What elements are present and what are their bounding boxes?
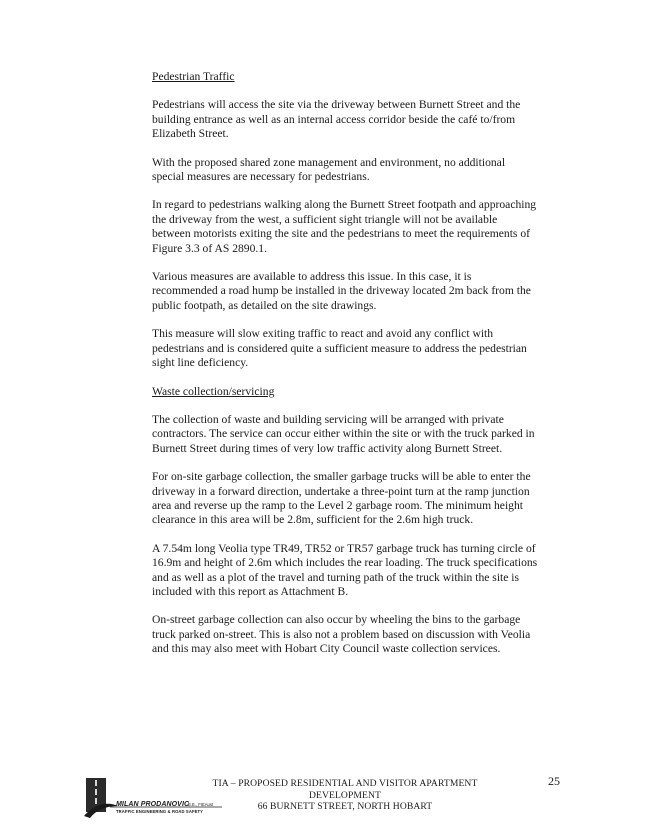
paragraph: This measure will slow exiting traffic to react and avoid any conflict with pedestrians and is considered quite a sufficient measure to address the pedestrian sight line deficiency. — [152, 327, 527, 370]
logo-tagline: TRAFFIC ENGINEERING & ROAD SAFETY — [116, 809, 204, 814]
paragraph: Pedestrians will access the site via the driveway between Burnett Street and the building entrance as well as an internal access corridor beside the café to/from Elizabeth Street. — [152, 98, 521, 141]
logo-name: MILAN PRODANOVIC — [116, 801, 190, 808]
page-content — [152, 70, 538, 671]
paragraph: The collection of waste and building servicing will be arranged with private contractors. The service can occur either within the site or with the truck parked in Burnett Street during times of very low traffic activity along Burnett Street. — [152, 412, 535, 455]
paragraph: For on-site garbage collection, the smaller garbage trucks will be able to enter the driveway in a forward direction, undertake a three-point turn at the ramp junction area and reverse up the ramp to the Level 2 garbage room. The minimum height clearance in this area will be 2.8m, sufficient for the 2.6m high truck. — [152, 470, 531, 527]
page-number: 25 — [548, 774, 560, 788]
footer-line: DEVELOPMENT — [309, 789, 381, 801]
footer-line: 66 BURNETT STREET, NORTH HOBART — [257, 801, 433, 813]
paragraph: In regard to pedestrians walking along the Burnett Street footpath and approaching the driveway from the west, a sufficient sight triangle will not be available between motorists exiting the site and the pedestrians to meet the requirements of Figure 3.3 of AS 2890.1. — [152, 198, 537, 255]
section-heading: Waste collection/servicing — [152, 384, 275, 398]
section-pedestrian-traffic — [152, 70, 538, 371]
logo-qualifications: B.E., FIEAust — [188, 802, 214, 807]
section-waste-collection — [152, 385, 538, 657]
paragraph: Various measures are available to address this issue. In this case, it is recommended a road hump be installed in the driveway located 2m back from the public footpath, as detailed on the site drawings. — [152, 270, 531, 312]
footer-title — [190, 778, 500, 813]
paragraph: On-street garbage collection can also occur by wheeling the bins to the garbage truck parked on-street. This is also not a problem based on discussion with Veolia and this may also meet with Hobart City Council waste collection services. — [152, 613, 531, 656]
paragraph: With the proposed shared zone management and environment, no additional special measures are necessary for pedestrians. — [152, 155, 506, 184]
section-heading: Pedestrian Traffic — [152, 70, 235, 83]
footer-line: TIA – PROPOSED RESIDENTIAL AND VISITOR APARTMENT — [212, 778, 478, 789]
paragraph: A 7.54m long Veolia type TR49, TR52 or TR57 garbage truck has turning circle of 16.9m and height of 2.6m which includes the rear loading. The truck specifications and as well as a plot of the travel and turning path of the truck within the site is included with this report as Attachment B. — [152, 541, 538, 598]
